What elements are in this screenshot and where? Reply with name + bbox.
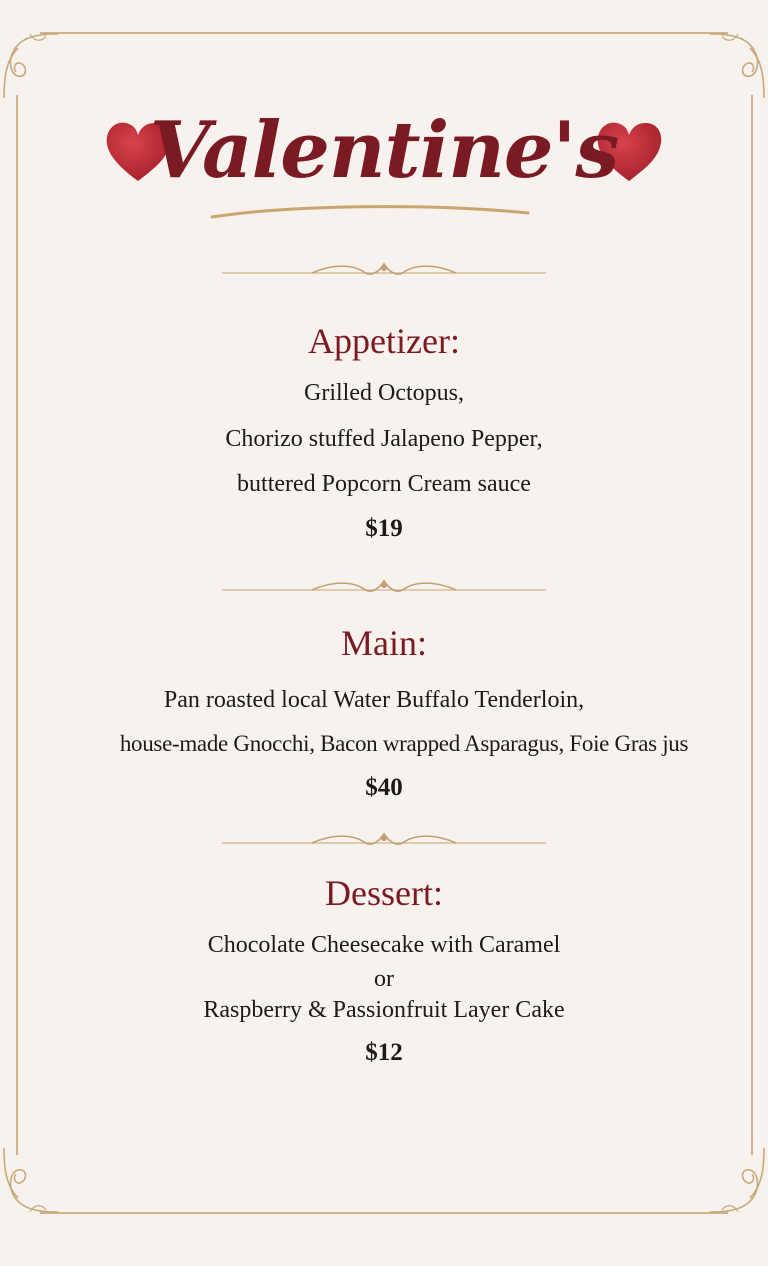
flourish-divider-icon [222,258,546,284]
price-dessert: $12 [365,1039,403,1066]
price-appetizer: $19 [365,515,403,542]
menu-title: Valentine's [149,105,619,196]
corner-flourish-icon [0,1148,60,1218]
menu-item-line: Pan roasted local Water Buffalo Tenderloin, [163,687,585,713]
menu-item-line: Grilled Octopus, [304,380,464,406]
menu-item-line: buttered Popcorn Cream sauce [237,471,531,497]
flourish-divider-icon [222,575,546,601]
border-bottom [40,1212,728,1214]
menu-item-line: house-made Gnocchi, Bacon wrapped Asparagus, Foie Gras jus [119,731,689,756]
menu-item-line: or [374,966,394,992]
corner-flourish-icon [708,1148,768,1218]
section-heading-appetizer: Appetizer: [308,321,460,361]
section-heading-dessert: Dessert: [325,873,443,913]
menu-item-line: Raspberry & Passionfruit Layer Cake [203,997,565,1023]
flourish-divider-icon [222,828,546,854]
corner-flourish-icon [708,28,768,98]
menu-item-line: Chorizo stuffed Jalapeno Pepper, [225,426,543,452]
title-block [0,105,768,225]
title-underline-swoosh [210,203,530,223]
border-top [40,32,728,34]
menu-item-line: Chocolate Cheesecake with Caramel [207,932,561,958]
section-heading-main: Main: [341,623,427,663]
corner-flourish-icon [0,28,60,98]
price-main: $40 [365,774,403,801]
